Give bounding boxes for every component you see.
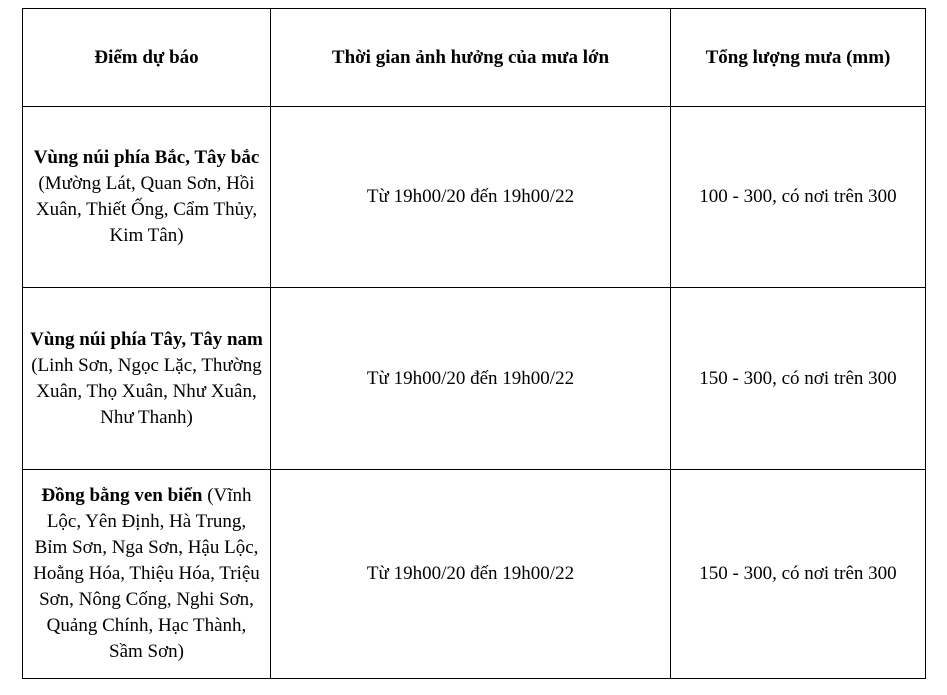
table-row xyxy=(23,107,926,288)
table-header-row xyxy=(23,9,926,107)
table-row xyxy=(23,288,926,470)
forecast-area-name: Vùng núi phía Bắc, Tây bắc xyxy=(33,147,260,168)
header-impact-time: Thời gian ảnh hưởng của mưa lớn xyxy=(271,9,671,107)
forecast-area-cell xyxy=(23,470,271,679)
rainfall-forecast-table xyxy=(22,8,926,679)
rainfall-cell: 100 - 300, có nơi trên 300 xyxy=(671,107,926,288)
forecast-area-name: Vùng núi phía Tây, Tây nam xyxy=(30,328,263,350)
forecast-area-detail: (Mường Lát, Quan Sơn, Hồi Xuân, Thiết Ống, Cẩm Thủy, Kim Tân) xyxy=(35,173,258,246)
impact-time-cell: Từ 19h00/20 đến 19h00/22 xyxy=(271,288,671,470)
rainfall-cell: 150 - 300, có nơi trên 300 xyxy=(671,288,926,470)
forecast-area-name: Đồng bằng ven biển xyxy=(41,485,203,506)
forecast-area-cell xyxy=(23,107,271,288)
forecast-area-cell xyxy=(23,288,271,470)
header-forecast-point: Điểm dự báo xyxy=(23,9,271,107)
rainfall-cell: 150 - 300, có nơi trên 300 xyxy=(671,470,926,679)
impact-time-cell: Từ 19h00/20 đến 19h00/22 xyxy=(271,470,671,679)
forecast-area-detail: (Linh Sơn, Ngọc Lặc, Thường Xuân, Thọ Xuân, Như Xuân, Như Thanh) xyxy=(31,354,262,428)
table-row xyxy=(23,470,926,679)
forecast-area-detail: (Vĩnh Lộc, Yên Định, Hà Trung, Bỉm Sơn, Nga Sơn, Hậu Lộc, Hoằng Hóa, Thiệu Hóa, Triệu Sơn, Nông Cống, Nghi Sơn, Quảng Chính, Hạc Thành, Sầm Sơn) xyxy=(33,485,260,662)
impact-time-cell: Từ 19h00/20 đến 19h00/22 xyxy=(271,107,671,288)
header-total-rainfall: Tổng lượng mưa (mm) xyxy=(671,9,926,107)
